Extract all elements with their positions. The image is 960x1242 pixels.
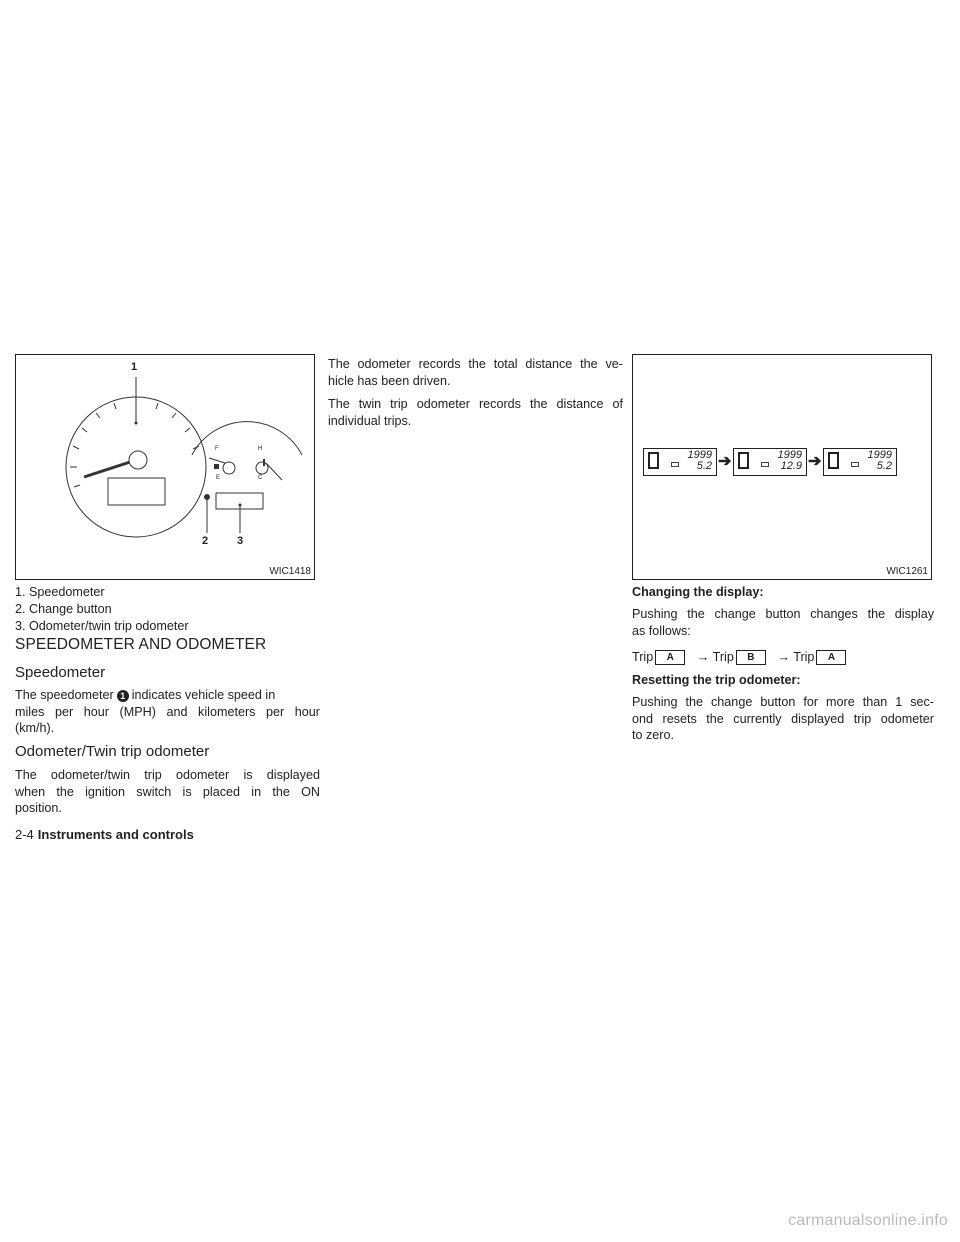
trip-value: 5.2: [876, 460, 892, 472]
odometer-value: 1999: [777, 449, 802, 461]
odo-mini-icon: [851, 462, 859, 467]
speedometer-figure: [15, 354, 315, 580]
chapter-title: Instruments and controls: [37, 827, 194, 842]
sequence-arrow-icon: →: [777, 650, 790, 664]
odometer-line-3: position.: [15, 801, 62, 816]
trip-display-2: [733, 448, 807, 476]
list-item-speedometer: 1. Speedometer: [15, 585, 105, 599]
page-footer: [15, 826, 194, 844]
speedometer-heading: Speedometer: [15, 664, 106, 681]
trip-box-a: A: [655, 650, 685, 665]
changing-line-2: as follows:: [632, 623, 691, 638]
section-title: SPEEDOMETER AND ODOMETER: [15, 636, 267, 653]
trip-word-2: Trip: [712, 650, 734, 664]
resetting-line-1: Pushing the change button for more than 1 sec-: [632, 695, 934, 709]
changing-paragraph: [632, 606, 934, 639]
speedometer-line-1: [15, 687, 320, 704]
list-item-change-button: 2. Change button: [15, 602, 112, 616]
gauge-letter-e: E: [216, 475, 221, 481]
figure-code: WIC1418: [269, 566, 311, 577]
resetting-line-2: ond resets the currently displayed trip odometer: [632, 711, 934, 726]
odo-mini-icon: [671, 462, 679, 467]
speedometer-text-before: The speedometer: [15, 688, 114, 702]
trip-a-segment-icon: [828, 452, 839, 469]
odometer-line-1: The odometer/twin trip odometer is displayed: [15, 768, 320, 782]
middle-para1-line-1: The odometer records the total distance the ve-: [328, 357, 623, 371]
trip-word-3: Trip: [793, 650, 815, 664]
resetting-heading: Resetting the trip odometer:: [632, 673, 801, 687]
trip-a-segment-icon: [648, 452, 659, 469]
gauge-letter-f: F: [215, 446, 219, 452]
odometer-value: 1999: [867, 449, 892, 461]
trip-sequence: [632, 649, 846, 666]
instrument-cluster-illustration: [16, 355, 314, 579]
page-number: 2-4: [15, 827, 34, 842]
callout-label-3: 3: [237, 535, 244, 547]
speedometer-text-after: indicates vehicle speed in: [131, 688, 276, 702]
speedometer-line-3: (km/h).: [15, 721, 55, 736]
callout-marker-icon: 1: [117, 690, 129, 702]
speedometer-paragraph: [15, 687, 320, 737]
list-item-odometer: 3. Odometer/twin trip odometer: [15, 619, 189, 633]
resetting-paragraph: [632, 694, 934, 744]
trip-box-b: B: [736, 650, 766, 665]
arrow-right-icon: ➔: [718, 453, 732, 470]
callout-label-2: 2: [202, 535, 209, 547]
changing-display-heading: Changing the display:: [632, 585, 764, 599]
odometer-heading: Odometer/Twin trip odometer: [15, 743, 210, 760]
arrow-right-icon: ➔: [808, 453, 822, 470]
middle-paragraph-2: [328, 396, 623, 429]
middle-para2-line-1: The twin trip odometer records the distance of: [328, 397, 623, 411]
changing-line-1: Pushing the change button changes the display: [632, 607, 934, 621]
trip-display-figure: [632, 354, 932, 580]
callout-label-1: 1: [131, 361, 138, 373]
odo-mini-icon: [761, 462, 769, 467]
trip-display-3: [823, 448, 897, 476]
trip-value: 5.2: [696, 460, 712, 472]
odometer-value: 1999: [687, 449, 712, 461]
gauge-letter-h: H: [258, 446, 263, 452]
sequence-arrow-icon: →: [696, 650, 710, 664]
trip-display-1: [643, 448, 717, 476]
middle-paragraph-1: [328, 356, 623, 389]
middle-para2-line-2: individual trips.: [328, 413, 412, 428]
site-watermark: carmanualsonline.info: [788, 1212, 948, 1229]
middle-para1-line-2: hicle has been driven.: [328, 373, 451, 388]
trip-word-1: Trip: [632, 650, 654, 664]
trip-box-a: A: [816, 650, 846, 665]
trip-value: 12.9: [780, 460, 802, 472]
speedometer-line-2: miles per hour (MPH) and kilometers per hour: [15, 704, 320, 719]
trip-b-segment-icon: [738, 452, 749, 469]
resetting-line-3: to zero.: [632, 728, 674, 743]
odometer-line-2: when the ignition switch is placed in the ON: [15, 784, 320, 799]
figure-code: WIC1261: [886, 566, 928, 577]
odometer-paragraph: [15, 767, 320, 817]
gauge-letter-c: C: [258, 475, 263, 481]
